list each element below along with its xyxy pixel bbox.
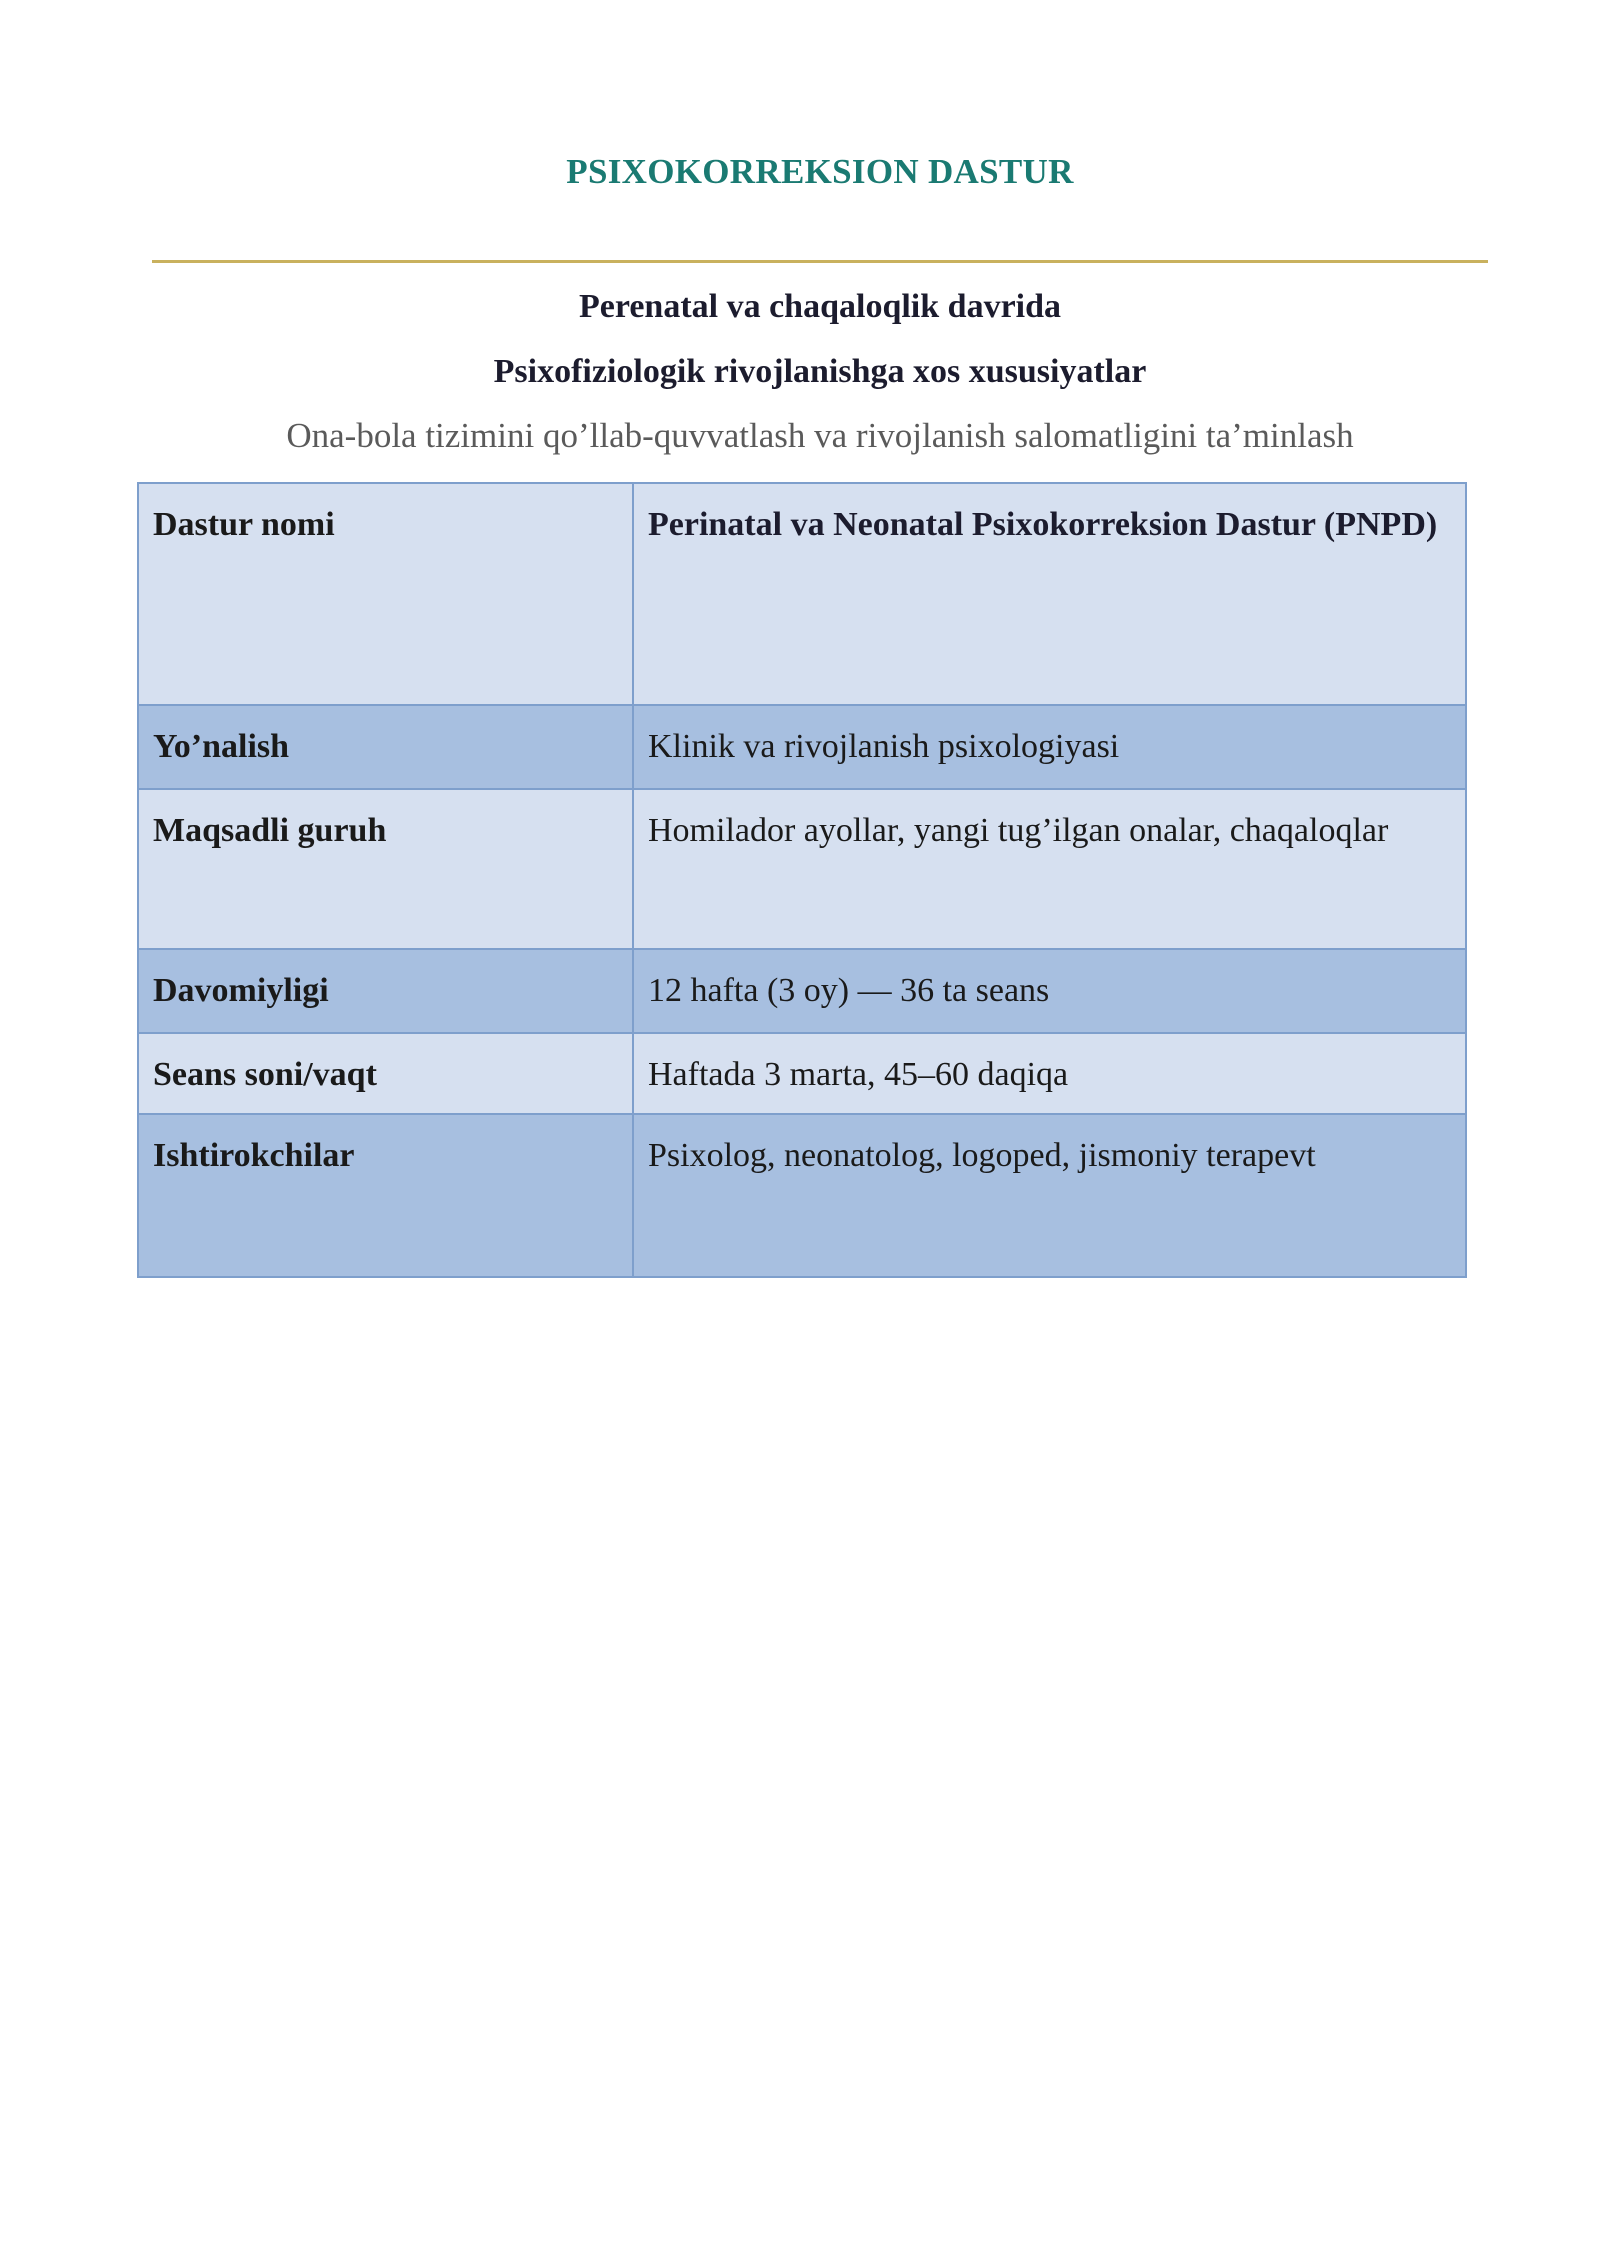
row-label: Ishtirokchilar (138, 1114, 633, 1277)
subtitle-line-2: Psixofiziologik rivojlanishga xos xususiyatlar (493, 353, 1147, 390)
title-divider (152, 260, 1488, 263)
table-row-direction (138, 705, 1466, 789)
row-label: Davomiyligi (138, 949, 633, 1033)
row-value: Psixolog, neonatolog, logoped, jismoniy terapevt (633, 1114, 1466, 1277)
row-label: Dastur nomi (138, 483, 633, 705)
row-label: Yo’nalish (138, 705, 633, 789)
table-row-session-schedule (138, 1033, 1466, 1114)
table-row-target-group (138, 789, 1466, 949)
row-value: Homilador ayollar, yangi tug’ilgan onalar, chaqaloqlar (633, 789, 1466, 949)
table-row-participants (138, 1114, 1466, 1277)
subtitle-line-1: Perenatal va chaqaloqlik davrida (578, 288, 1062, 325)
row-value: Haftada 3 marta, 45–60 daqiqa (633, 1033, 1466, 1114)
row-label: Maqsadli guruh (138, 789, 633, 949)
row-value: Klinik va rivojlanish psixologiyasi (633, 705, 1466, 789)
tagline: Ona-bola tizimini qo’llab-quvvatlash va rivojlanish salomatligini ta’minlash (286, 416, 1354, 455)
row-value: Perinatal va Neonatal Psixokorreksion Dastur (PNPD) (633, 483, 1466, 705)
program-info-table (137, 482, 1467, 1278)
document-title: PSIXOKORREKSION DASTUR (566, 152, 1074, 191)
table-row-duration (138, 949, 1466, 1033)
row-label: Seans soni/vaqt (138, 1033, 633, 1114)
table-row-program-name (138, 483, 1466, 705)
row-value: 12 hafta (3 oy) — 36 ta seans (633, 949, 1466, 1033)
